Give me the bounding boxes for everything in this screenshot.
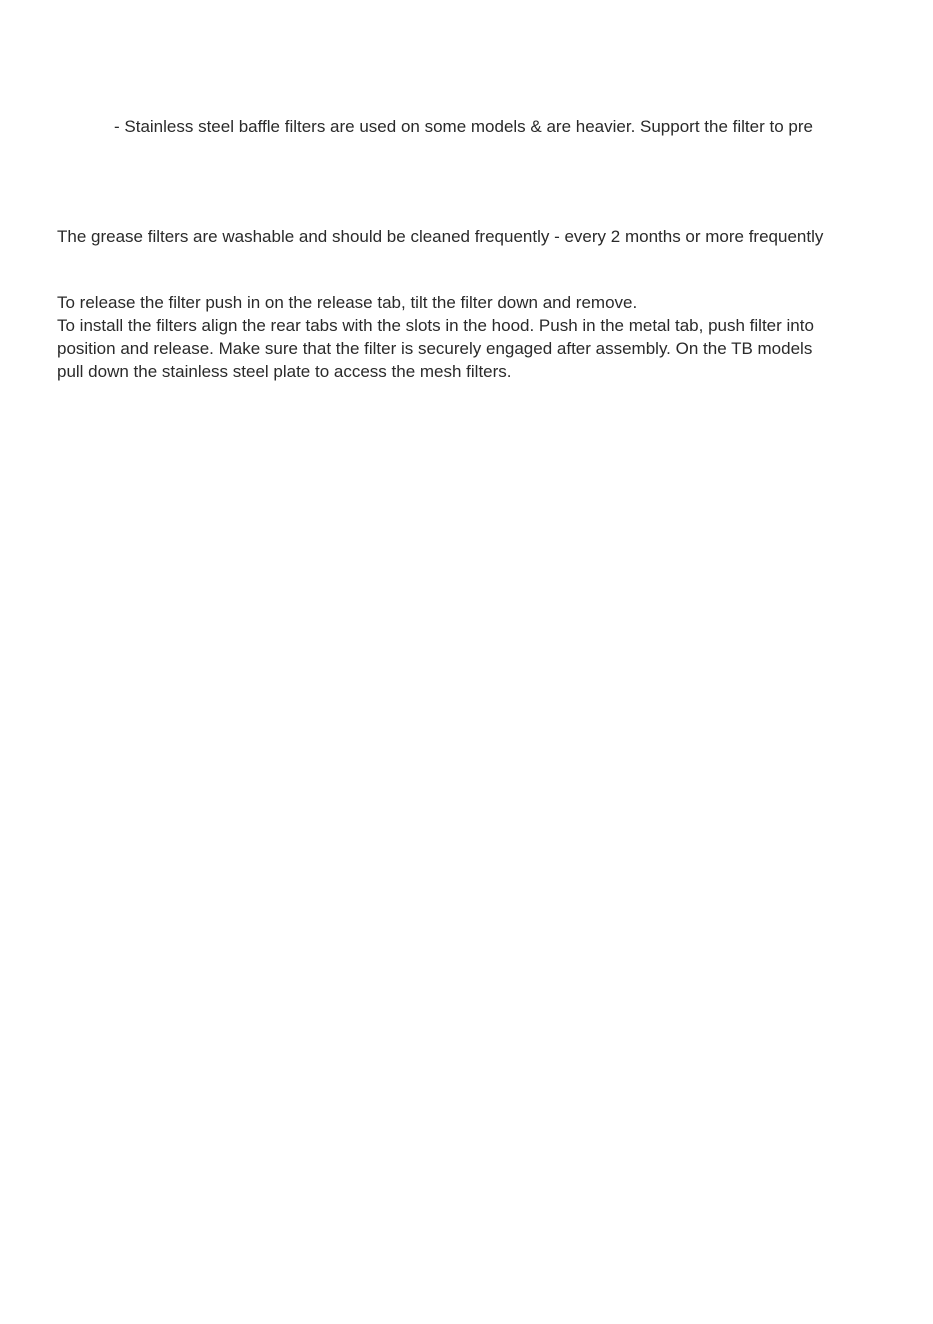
baffle-filter-note: - Stainless steel baffle filters are used on some models & are heavier. Support the filter to pre — [114, 117, 813, 136]
install-instruction-line-2: position and release. Make sure that the filter is securely engaged after assembly. On the TB models — [57, 339, 813, 358]
install-instruction-line-1: To install the filters align the rear tabs with the slots in the hood. Push in the metal tab, push filter into — [57, 316, 814, 335]
release-instruction-text: To release the filter push in on the release tab, tilt the filter down and remove. — [57, 293, 638, 312]
install-instruction-line-3: pull down the stainless steel plate to access the mesh filters. — [57, 362, 512, 381]
cleaning-frequency-text: The grease filters are washable and should be cleaned frequently - every 2 months or more frequently — [57, 227, 824, 246]
